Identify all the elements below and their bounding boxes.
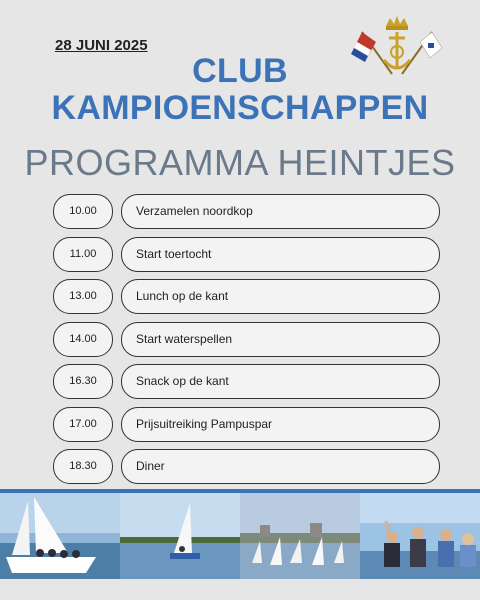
schedule-row (53, 449, 427, 484)
title-line-2: KAMPIOENSCHAPPEN (51, 89, 429, 127)
time-pill: 13.00 (53, 279, 113, 314)
time-pill: 16.30 (53, 364, 113, 399)
schedule-row (53, 407, 427, 442)
bottom-margin (0, 579, 480, 600)
activity-pill: Lunch op de kant (121, 279, 440, 314)
schedule-row (53, 237, 427, 272)
event-date: 28 JUNI 2025 (55, 37, 148, 54)
schedule-row (53, 194, 427, 229)
time-pill: 18.30 (53, 449, 113, 484)
time-pill: 10.00 (53, 194, 113, 229)
time-pill: 17.00 (53, 407, 113, 442)
photo-strip (0, 489, 480, 583)
activity-pill: Start toertocht (121, 237, 440, 272)
title-line-1: CLUB (192, 52, 288, 90)
schedule-row (53, 364, 427, 399)
activity-pill: Start waterspellen (121, 322, 440, 357)
program-subtitle: PROGRAMMA HEINTJES (24, 142, 456, 183)
schedule-list (53, 194, 427, 492)
sailors-group-photo (360, 493, 480, 583)
schedule-row (53, 279, 427, 314)
time-pill: 11.00 (53, 237, 113, 272)
activity-pill: Prijsuitreiking Pampuspar (121, 407, 440, 442)
activity-pill: Verzamelen noordkop (121, 194, 440, 229)
sailboat-crew-photo (0, 493, 120, 583)
schedule-row (53, 322, 427, 357)
activity-pill: Diner (121, 449, 440, 484)
activity-pill: Snack op de kant (121, 364, 440, 399)
optimist-fleet-photo (240, 493, 360, 583)
sailboat-single-photo (120, 493, 240, 583)
time-pill: 14.00 (53, 322, 113, 357)
